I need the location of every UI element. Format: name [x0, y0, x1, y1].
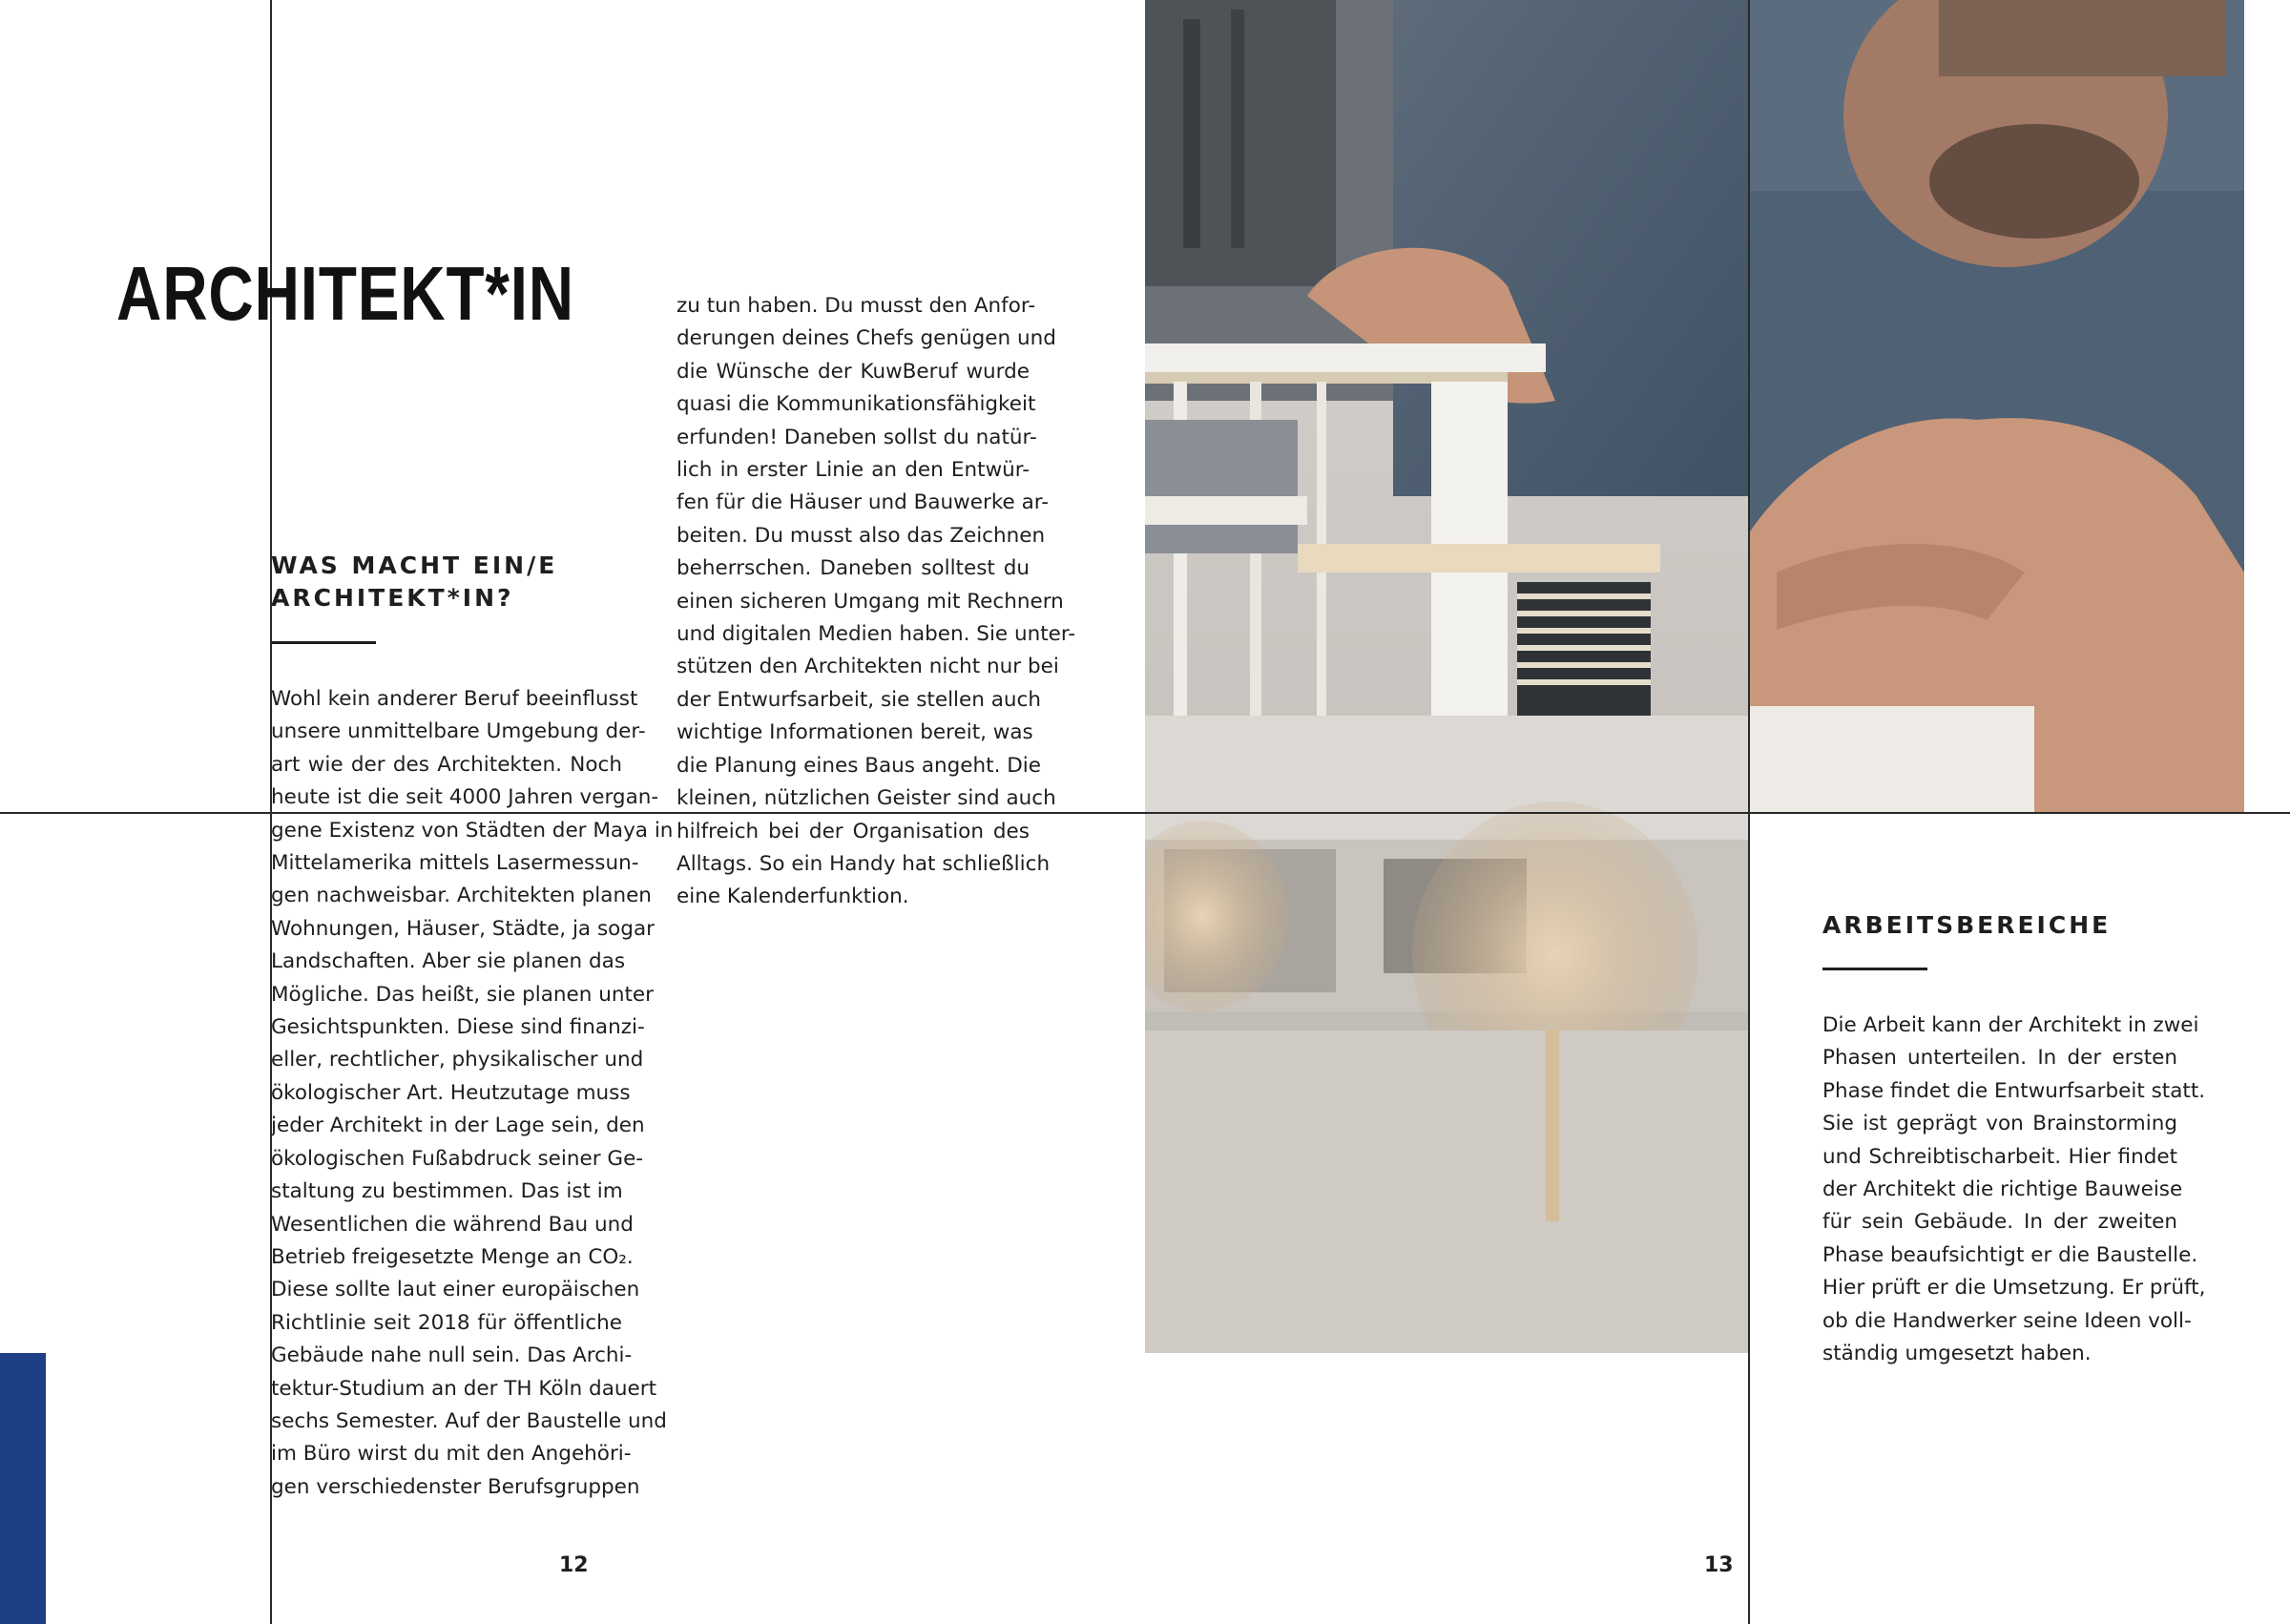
- text-line: derungen deines Chefs genügen und: [677, 326, 1056, 351]
- text-line: und digitalen Medien haben. Sie unter-: [677, 622, 1076, 647]
- text-line: der Architekt die richtige Bauweise: [1822, 1177, 2183, 1202]
- heading-line: ARCHITEKT*IN?: [271, 584, 514, 612]
- text-line: im Büro wirst du mit den Angehöri-: [271, 1442, 632, 1467]
- text-line: Mittelamerika mittels Lasermessun-: [271, 851, 639, 876]
- text-line: heute ist die seit 4000 Jahren vergan-: [271, 785, 659, 810]
- text-line: wichtige Informationen bereit, was: [677, 720, 1033, 745]
- text-line: Landschaften. Aber sie planen das: [271, 949, 626, 974]
- heading-line: WAS MACHT EIN/E: [271, 552, 558, 579]
- architecture-model-photo: [1145, 0, 1748, 1353]
- text-line: beherrschen. Daneben solltest du: [677, 556, 1030, 581]
- text-line: Wohnungen, Häuser, Städte, ja sogar: [271, 916, 655, 941]
- text-line: Betrieb freigesetzte Menge an CO₂.: [271, 1244, 634, 1269]
- text-line: einen sicheren Umgang mit Rechnern: [677, 589, 1064, 614]
- hand-photo-extension: [1748, 0, 2244, 812]
- text-line: Diese sollte laut einer europäischen: [271, 1278, 640, 1302]
- text-line: zu tun haben. Du musst den Anfor-: [677, 294, 1036, 318]
- text-line: Richtlinie seit 2018 für öffentliche: [271, 1310, 622, 1335]
- text-line: gene Existenz von Städten der Maya in: [271, 818, 674, 843]
- body-column-1: [271, 683, 674, 1504]
- text-line: Sie ist geprägt von Brainstorming: [1822, 1112, 2177, 1136]
- text-line: für sein Gebäude. In der zweiten: [1822, 1210, 2177, 1235]
- text-line: ständig umgesetzt haben.: [1822, 1342, 2092, 1366]
- text-line: Hier prüft er die Umsetzung. Er prüft,: [1822, 1276, 2206, 1301]
- text-line: Mögliche. Das heißt, sie planen unter: [271, 982, 654, 1007]
- text-line: Alltags. So ein Handy hat schließlich: [677, 851, 1051, 876]
- text-line: beiten. Du musst also das Zeichnen: [677, 523, 1046, 548]
- page-number-right: 13: [1704, 1553, 1734, 1577]
- text-line: und Schreibtischarbeit. Hier findet: [1822, 1144, 2177, 1169]
- section-heading-what: [271, 550, 557, 614]
- text-line: sechs Semester. Auf der Baustelle und: [271, 1408, 667, 1433]
- text-line: der Entwurfsarbeit, sie stellen auch: [677, 687, 1041, 712]
- text-line: die Wünsche der KuwBeruf wurde: [677, 359, 1030, 384]
- text-line: quasi die Kommunikationsfähigkeit: [677, 392, 1036, 417]
- text-line: Phasen unterteilen. In der ersten: [1822, 1046, 2177, 1071]
- text-line: tektur-Studium an der TH Köln dauert: [271, 1376, 656, 1401]
- text-line: Wesentlichen die während Bau und: [271, 1212, 634, 1237]
- text-line: ökologischer Art. Heutzutage muss: [271, 1080, 631, 1105]
- text-line: stützen den Architekten nicht nur bei: [677, 655, 1059, 679]
- text-line: Gebäude nahe null sein. Das Archi-: [271, 1343, 633, 1368]
- text-line: eller, rechtlicher, physikalischer und: [271, 1048, 644, 1072]
- text-line: die Planung eines Baus angeht. Die: [677, 753, 1041, 778]
- text-line: unsere unmittelbare Umgebung der-: [271, 719, 646, 744]
- section-heading-areas: ARBEITSBEREICHE: [1822, 911, 2112, 939]
- text-line: erfunden! Daneben sollst du natür-: [677, 425, 1037, 449]
- text-line: ob die Handwerker seine Ideen voll-: [1822, 1308, 2192, 1333]
- text-line: jeder Architekt in der Lage sein, den: [271, 1114, 645, 1138]
- body-column-2: [677, 290, 1076, 914]
- text-line: Die Arbeit kann der Architekt in zwei: [1822, 1013, 2199, 1037]
- page-title: ARCHITEKT*IN: [116, 251, 574, 336]
- text-line: staltung zu bestimmen. Das ist im: [271, 1179, 623, 1204]
- text-line: hilfreich bei der Organisation des: [677, 819, 1030, 843]
- accent-bar: [0, 1353, 46, 1624]
- text-line: ökologischen Fußabdruck seiner Ge-: [271, 1146, 644, 1171]
- heading-rule: [271, 641, 376, 644]
- text-line: Phase beaufsichtigt er die Baustelle.: [1822, 1242, 2198, 1267]
- text-line: gen nachweisbar. Architekten planen: [271, 884, 652, 908]
- text-line: kleinen, nützlichen Geister sind auch: [677, 786, 1056, 811]
- heading-rule: [1822, 968, 1927, 970]
- text-line: Phase findet die Entwurfsarbeit statt.: [1822, 1078, 2206, 1103]
- text-line: Wohl kein anderer Beruf beeinflusst: [271, 687, 638, 711]
- text-line: eine Kalenderfunktion.: [677, 885, 909, 909]
- page-number-left: 12: [559, 1553, 589, 1577]
- text-line: fen für die Häuser und Bauwerke ar-: [677, 490, 1049, 515]
- text-line: art wie der des Architekten. Noch: [271, 752, 622, 777]
- text-line: lich in erster Linie an den Entwür-: [677, 458, 1030, 483]
- text-line: gen verschiedenster Berufsgruppen: [271, 1474, 640, 1499]
- text-line: Gesichtspunkten. Diese sind finanzi-: [271, 1015, 645, 1040]
- body-column-3: [1822, 1010, 2206, 1370]
